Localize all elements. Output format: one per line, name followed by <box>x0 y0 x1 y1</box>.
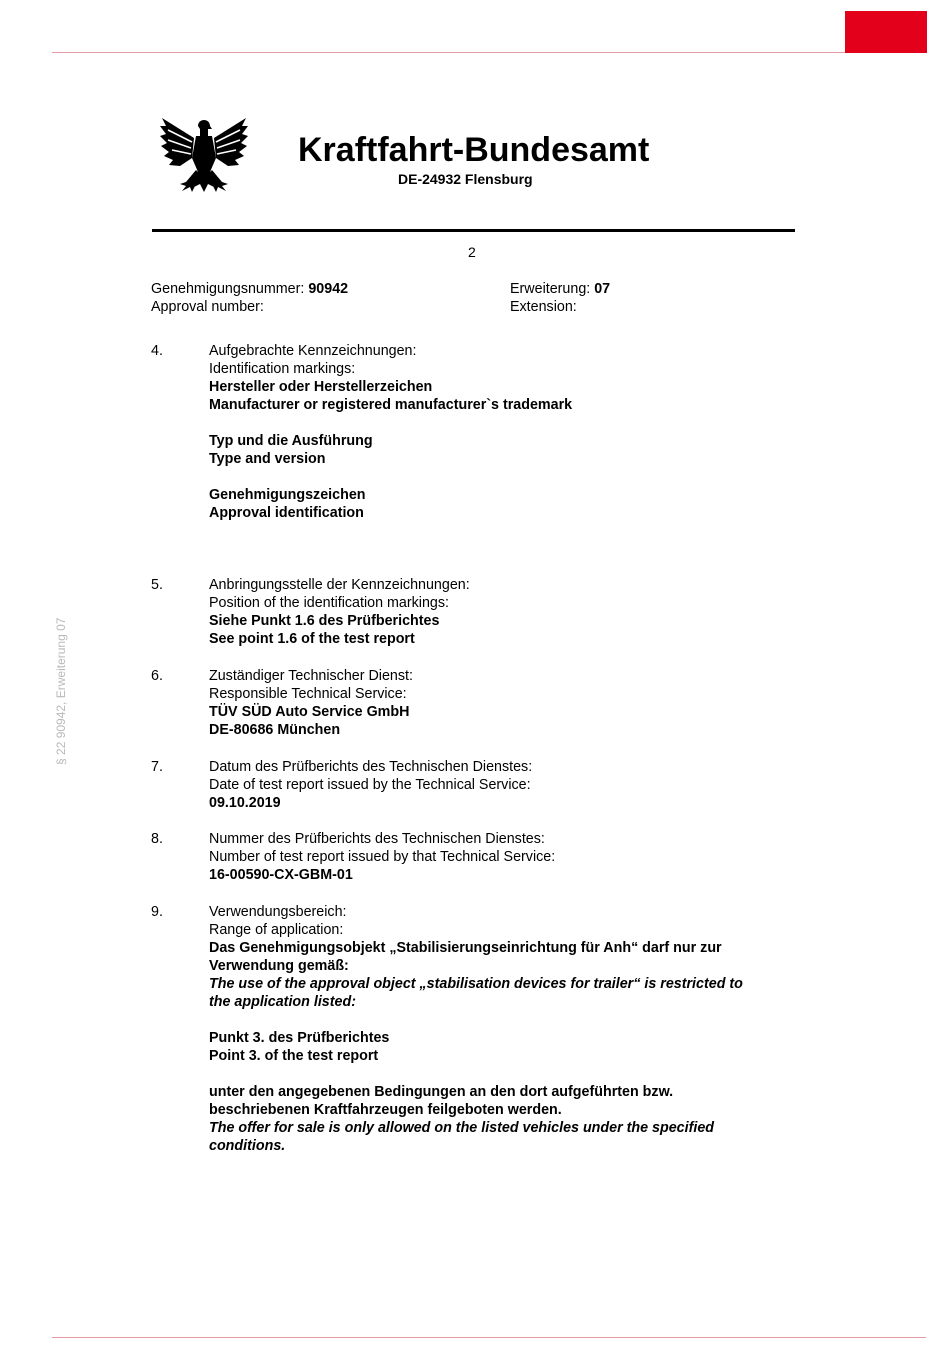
item-number: 7. <box>151 759 163 775</box>
item-value: DE-80686 München <box>209 722 341 738</box>
item-value: Punkt 3. des Prüfberichtes <box>209 1030 390 1046</box>
item-value-en: The offer for sale is only allowed on the listed vehicles under the specified <box>209 1120 715 1136</box>
approval-number-label: Genehmigungsnummer: <box>151 281 309 297</box>
item-label-de: Aufgebrachte Kennzeichnungen: <box>209 343 417 359</box>
item-value: Hersteller oder Herstellerzeichen <box>209 379 433 395</box>
item-label-en: Identification markings: <box>209 361 356 377</box>
agency-city: DE-24932 Flensburg <box>398 171 533 187</box>
item-value: TÜV SÜD Auto Service GmbH <box>209 704 410 720</box>
approval-number-label-en: Approval number: <box>151 299 264 315</box>
agency-name: Kraftfahrt-Bundesamt <box>298 131 650 169</box>
item-value: 09.10.2019 <box>209 795 281 811</box>
item-label-de: Datum des Prüfberichts des Technischen Dienstes: <box>209 759 533 775</box>
item-value-en: conditions. <box>209 1138 286 1154</box>
top-red-rule <box>52 52 926 53</box>
item-value: unter den angegebenen Bedingungen an den dort aufgeführten bzw. <box>209 1084 674 1100</box>
extension-line <box>510 280 610 298</box>
extension-label: Erweiterung: <box>510 281 595 297</box>
extension-label-en: Extension: <box>510 299 577 315</box>
extension-number: 07 <box>594 281 611 297</box>
item-label-de: Zuständiger Technischer Dienst: <box>209 668 413 684</box>
page-number: 2 <box>468 244 476 260</box>
item-label-de: Nummer des Prüfberichts des Technischen Dienstes: <box>209 831 545 847</box>
item-label-en: Date of test report issued by the Technical Service: <box>209 777 531 793</box>
item-label-en: Responsible Technical Service: <box>209 686 407 702</box>
item-value: Point 3. of the test report <box>209 1048 379 1064</box>
approval-number: 90942 <box>308 281 349 297</box>
item-value: Typ und die Ausführung <box>209 433 373 449</box>
red-corner-box <box>845 11 927 53</box>
header-rule <box>152 229 795 232</box>
item-label-de: Verwendungsbereich: <box>209 904 347 920</box>
item-number: 4. <box>151 343 163 359</box>
item-value: Das Genehmigungsobjekt „Stabilisierungseinrichtung für Anh“ darf nur zur <box>209 940 722 956</box>
item-label-de: Anbringungsstelle der Kennzeichnungen: <box>209 577 470 593</box>
item-label-en: Position of the identification markings: <box>209 595 449 611</box>
side-note: § 22 90942, Erweiterung 07 <box>54 617 68 765</box>
item-label-en: Range of application: <box>209 922 344 938</box>
item-value: Approval identification <box>209 505 364 521</box>
item-value: See point 1.6 of the test report <box>209 631 415 647</box>
item-value: Verwendung gemäß: <box>209 958 349 974</box>
item-number: 9. <box>151 904 163 920</box>
item-number: 5. <box>151 577 163 593</box>
item-number: 6. <box>151 668 163 684</box>
bottom-red-rule <box>52 1337 926 1338</box>
item-value: Type and version <box>209 451 326 467</box>
item-label-en: Number of test report issued by that Technical Service: <box>209 849 556 865</box>
federal-eagle-icon <box>158 112 250 198</box>
item-value: Manufacturer or registered manufacturer`s trademark <box>209 397 573 413</box>
item-value: beschriebenen Kraftfahrzeugen feilgeboten werden. <box>209 1102 562 1118</box>
item-value: Siehe Punkt 1.6 des Prüfberichtes <box>209 613 440 629</box>
approval-number-line <box>151 280 348 298</box>
item-value: 16-00590-CX-GBM-01 <box>209 867 353 883</box>
item-number: 8. <box>151 831 163 847</box>
item-value-en: The use of the approval object „stabilisation devices for trailer“ is restricted to <box>209 976 743 992</box>
item-value-en: the application listed: <box>209 994 356 1010</box>
item-value: Genehmigungszeichen <box>209 487 366 503</box>
